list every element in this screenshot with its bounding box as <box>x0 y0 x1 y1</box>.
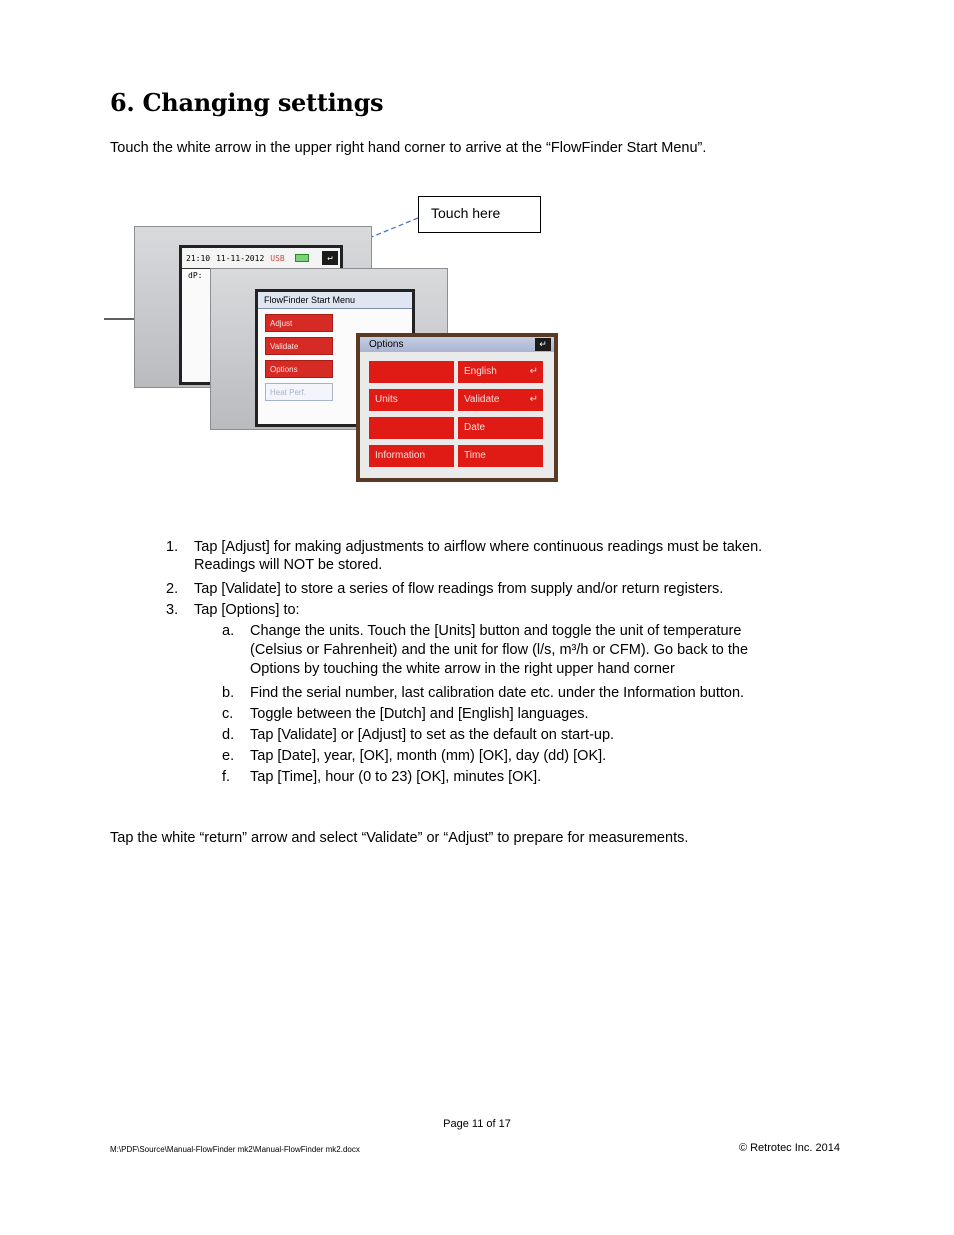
file-path: M:\PDF\Source\Manual-FlowFinder mk2\Manual-FlowFinder mk2.docx <box>110 1145 360 1154</box>
sublist-letter: a. <box>222 623 235 639</box>
list-item <box>166 581 724 597</box>
options-screen-photo <box>356 333 558 482</box>
sublist-item <box>222 685 745 701</box>
time-button[interactable]: Time <box>458 445 543 467</box>
list-text: Readings will NOT be stored. <box>194 557 383 573</box>
settings-figure <box>0 0 954 500</box>
sublist-item <box>222 706 589 722</box>
list-text: Tap [Adjust] for making adjustments to airflow where continuous readings must be taken. <box>194 539 763 555</box>
start-menu-title: FlowFinder Start Menu <box>258 292 412 309</box>
validate-default-button[interactable] <box>458 389 543 411</box>
list-number: 2. <box>166 581 179 597</box>
outro-paragraph: Tap the white “return” arrow and select “Validate” or “Adjust” to prepare for measurements. <box>110 830 689 846</box>
list-number: 1. <box>166 539 179 555</box>
sublist-text: Toggle between the [Dutch] and [English] languages. <box>250 706 589 722</box>
options-title: Options <box>369 339 404 350</box>
adjust-button[interactable]: Adjust <box>265 314 333 332</box>
section-heading: 6. Changing settings <box>110 88 384 117</box>
sublist-text: (Celsius or Fahrenheit) and the unit for flow (l/s, m³/h or CFM). Go back to the <box>250 642 749 658</box>
sublist-text: Options by touching the white arrow in the right upper hand corner <box>250 661 675 677</box>
sublist-letter: d. <box>222 727 235 743</box>
list-number: 3. <box>166 602 179 618</box>
sublist-letter: e. <box>222 748 235 764</box>
validate-button[interactable]: Validate <box>265 337 333 355</box>
options-title-bar <box>360 337 554 352</box>
intro-paragraph: Touch the white arrow in the upper right hand corner to arrive at the “FlowFinder Start Menu”. <box>110 140 707 156</box>
sublist-text: Find the serial number, last calibration date etc. under the Information button. <box>250 685 745 701</box>
options-blank-button-2[interactable] <box>369 417 454 439</box>
sublist-item <box>222 727 615 743</box>
options-button[interactable]: Options <box>265 360 333 378</box>
status-time: 21:10 <box>186 253 211 263</box>
sublist-item <box>222 623 749 677</box>
status-usb: USB <box>270 253 285 263</box>
sublist-item <box>222 748 607 764</box>
sublist-text: Tap [Validate] or [Adjust] to set as the default on start-up. <box>250 727 615 743</box>
heat-perf-button[interactable]: Heat Perf. <box>265 383 333 401</box>
status-bar <box>182 248 340 269</box>
return-arrow-icon[interactable]: ↵ <box>322 251 338 265</box>
list-item <box>166 602 300 618</box>
date-button[interactable]: Date <box>458 417 543 439</box>
units-button[interactable]: Units <box>369 389 454 411</box>
options-button-grid <box>369 361 545 467</box>
sublist-letter: b. <box>222 685 235 701</box>
validate-label: Validate <box>464 394 500 405</box>
copyright: © Retrotec Inc. 2014 <box>738 1142 840 1154</box>
sublist-text: Tap [Time], hour (0 to 23) [OK], minutes [OK]. <box>250 769 542 785</box>
sublist-letter: f. <box>222 769 231 785</box>
options-return-arrow-icon[interactable]: ↵ <box>535 338 551 351</box>
options-blank-button-1[interactable] <box>369 361 454 383</box>
dp-readout-label: dP: <box>188 271 203 280</box>
list-text: Tap [Options] to: <box>194 602 300 618</box>
page-number: Page 11 of 17 <box>443 1118 511 1130</box>
information-button[interactable]: Information <box>369 445 454 467</box>
battery-icon <box>295 254 309 262</box>
list-text: Tap [Validate] to store a series of flow readings from supply and/or return registers. <box>194 581 724 597</box>
sublist-text: Change the units. Touch the [Units] button and toggle the unit of temperature <box>250 623 742 639</box>
sublist-letter: c. <box>222 706 234 722</box>
status-date: 11-11-2012 <box>216 253 265 263</box>
sublist-item <box>222 769 542 785</box>
return-arrow-icon: ↵ <box>529 394 538 405</box>
english-button[interactable] <box>458 361 543 383</box>
options-screen <box>360 337 554 478</box>
sublist-text: Tap [Date], year, [OK], month (mm) [OK], day (dd) [OK]. <box>250 748 607 764</box>
english-label: English <box>464 366 497 377</box>
touch-here-callout: Touch here <box>418 196 541 233</box>
list-item <box>166 539 763 573</box>
return-arrow-icon: ↵ <box>529 366 538 377</box>
